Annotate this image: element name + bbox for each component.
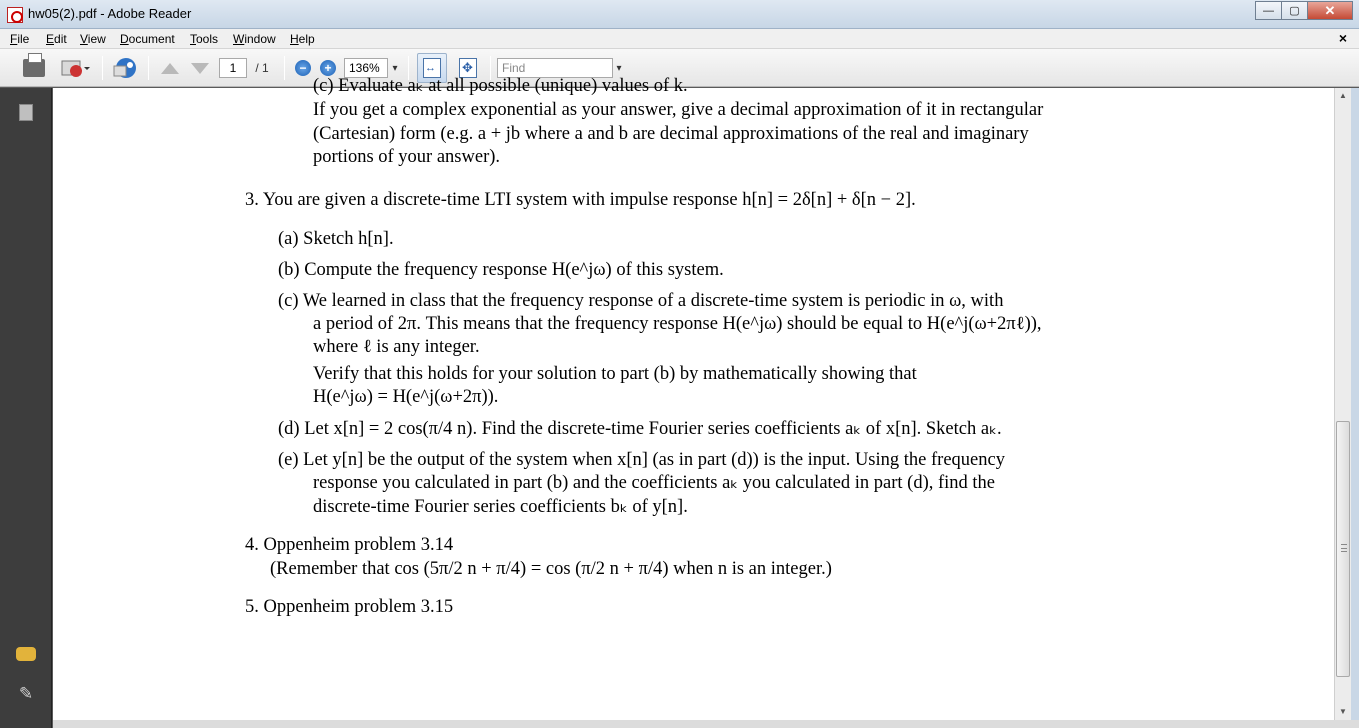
close-window-button[interactable]: ✕ xyxy=(1307,1,1353,20)
arrow-down-icon xyxy=(191,63,209,74)
status-strip xyxy=(53,720,1359,728)
doc-line: response you calculated in part (b) and the coefficients aₖ you calculated in part (d), find the xyxy=(313,473,996,493)
close-document-button[interactable]: × xyxy=(1338,30,1347,46)
email-icon xyxy=(60,57,90,79)
problem-5: 5. Oppenheim problem 3.15 xyxy=(245,597,454,617)
printer-icon xyxy=(23,59,45,77)
pages-icon xyxy=(19,104,33,121)
part-c: (c) We learned in class that the frequency response of a discrete-time system is periodic in ω, with xyxy=(278,291,1004,311)
doc-line: If you get a complex exponential as your answer, give a decimal approximation of it in rectangular xyxy=(313,100,1044,120)
next-page-button[interactable] xyxy=(188,55,212,81)
print-button[interactable] xyxy=(20,55,48,81)
minimize-button[interactable]: — xyxy=(1255,1,1282,20)
part-e: (e) Let y[n] be the output of the system when x[n] (as in part (d)) is the input. Using the frequency xyxy=(278,450,1005,470)
scroll-up-button[interactable]: ▲ xyxy=(1339,91,1347,100)
scrollbar-thumb[interactable] xyxy=(1336,421,1350,677)
find-dropdown-button[interactable]: ▾ xyxy=(616,62,622,74)
doc-line: Verify that this holds for your solution to part (b) by mathematically showing that xyxy=(313,364,917,384)
zoom-dropdown-button[interactable]: ▾ xyxy=(392,62,398,74)
clipped-line: (c) Evaluate aₖ at all possible (unique) values of k. xyxy=(313,76,688,96)
window-title: hw05(2).pdf - Adobe Reader xyxy=(28,6,192,21)
arrow-up-icon xyxy=(161,63,179,74)
zoom-level-input[interactable]: 136% xyxy=(344,58,388,78)
previous-page-button[interactable] xyxy=(158,55,182,81)
zoom-out-button[interactable] xyxy=(293,55,313,81)
part-b: (b) Compute the frequency response H(e^jω) of this system. xyxy=(278,260,724,280)
menu-document[interactable]: Document xyxy=(120,32,175,46)
title-bar xyxy=(0,0,1359,29)
menu-view[interactable]: View xyxy=(80,32,106,46)
menu-file[interactable]: File xyxy=(10,32,30,46)
email-button[interactable] xyxy=(58,55,92,81)
problem-4: 4. Oppenheim problem 3.14 xyxy=(245,535,454,555)
zoom-out-icon: − xyxy=(295,60,311,76)
collaborate-icon xyxy=(112,56,138,80)
problem-3: 3. You are given a discrete-time LTI system with impulse response h[n] = 2δ[n] + δ[n − 2]. xyxy=(245,190,916,210)
menu-edit[interactable]: Edit xyxy=(46,32,67,46)
doc-line: (Remember that cos (5π/2 n + π/4) = cos (π/2 n + π/4) when n is an integer.) xyxy=(270,559,832,579)
find-input[interactable]: Find xyxy=(497,58,613,78)
part-d: (d) Let x[n] = 2 cos(π/4 n). Find the discrete-time Fourier series coefficients aₖ of x[n]. Sketch aₖ. xyxy=(278,419,1002,439)
comment-icon xyxy=(16,647,36,661)
page-number-input[interactable]: 1 xyxy=(219,58,247,78)
maximize-button[interactable]: ▢ xyxy=(1281,1,1308,20)
paperclip-icon: ✎ xyxy=(18,684,34,703)
doc-line: a period of 2π. This means that the frequency response H(e^jω) should be equal to H(e^j(ω+2πℓ)), xyxy=(313,314,1042,334)
menu-tools[interactable]: Tools xyxy=(190,32,219,46)
collaborate-button[interactable] xyxy=(110,55,140,81)
doc-line: (Cartesian) form (e.g. a + jb where a and b are decimal approximations of the real and imaginary xyxy=(313,124,1029,144)
navigation-pane xyxy=(0,88,52,728)
attachments-panel-button[interactable] xyxy=(16,684,36,704)
pages-panel-button[interactable] xyxy=(16,102,36,122)
menu-window[interactable]: Window xyxy=(233,32,276,46)
page-total-label: / 1 xyxy=(255,61,269,75)
part-a: (a) Sketch h[n]. xyxy=(278,229,394,249)
doc-line: where ℓ is any integer. xyxy=(313,337,480,357)
adobe-reader-icon xyxy=(7,7,23,23)
window-controls xyxy=(1256,1,1353,20)
document-view[interactable] xyxy=(53,76,1334,720)
vertical-scrollbar[interactable] xyxy=(1334,88,1351,720)
grip-icon xyxy=(1341,544,1347,552)
scroll-down-button[interactable]: ▼ xyxy=(1339,707,1347,716)
doc-line: portions of your answer). xyxy=(313,147,501,167)
window-frame xyxy=(1351,88,1359,720)
doc-line: H(e^jω) = H(e^j(ω+2π)). xyxy=(313,387,499,407)
doc-line: discrete-time Fourier series coefficients bₖ of y[n]. xyxy=(313,497,688,517)
comments-panel-button[interactable] xyxy=(16,644,36,664)
zoom-in-icon: + xyxy=(320,60,336,76)
menu-bar xyxy=(0,29,1359,49)
menu-help[interactable]: Help xyxy=(290,32,315,46)
